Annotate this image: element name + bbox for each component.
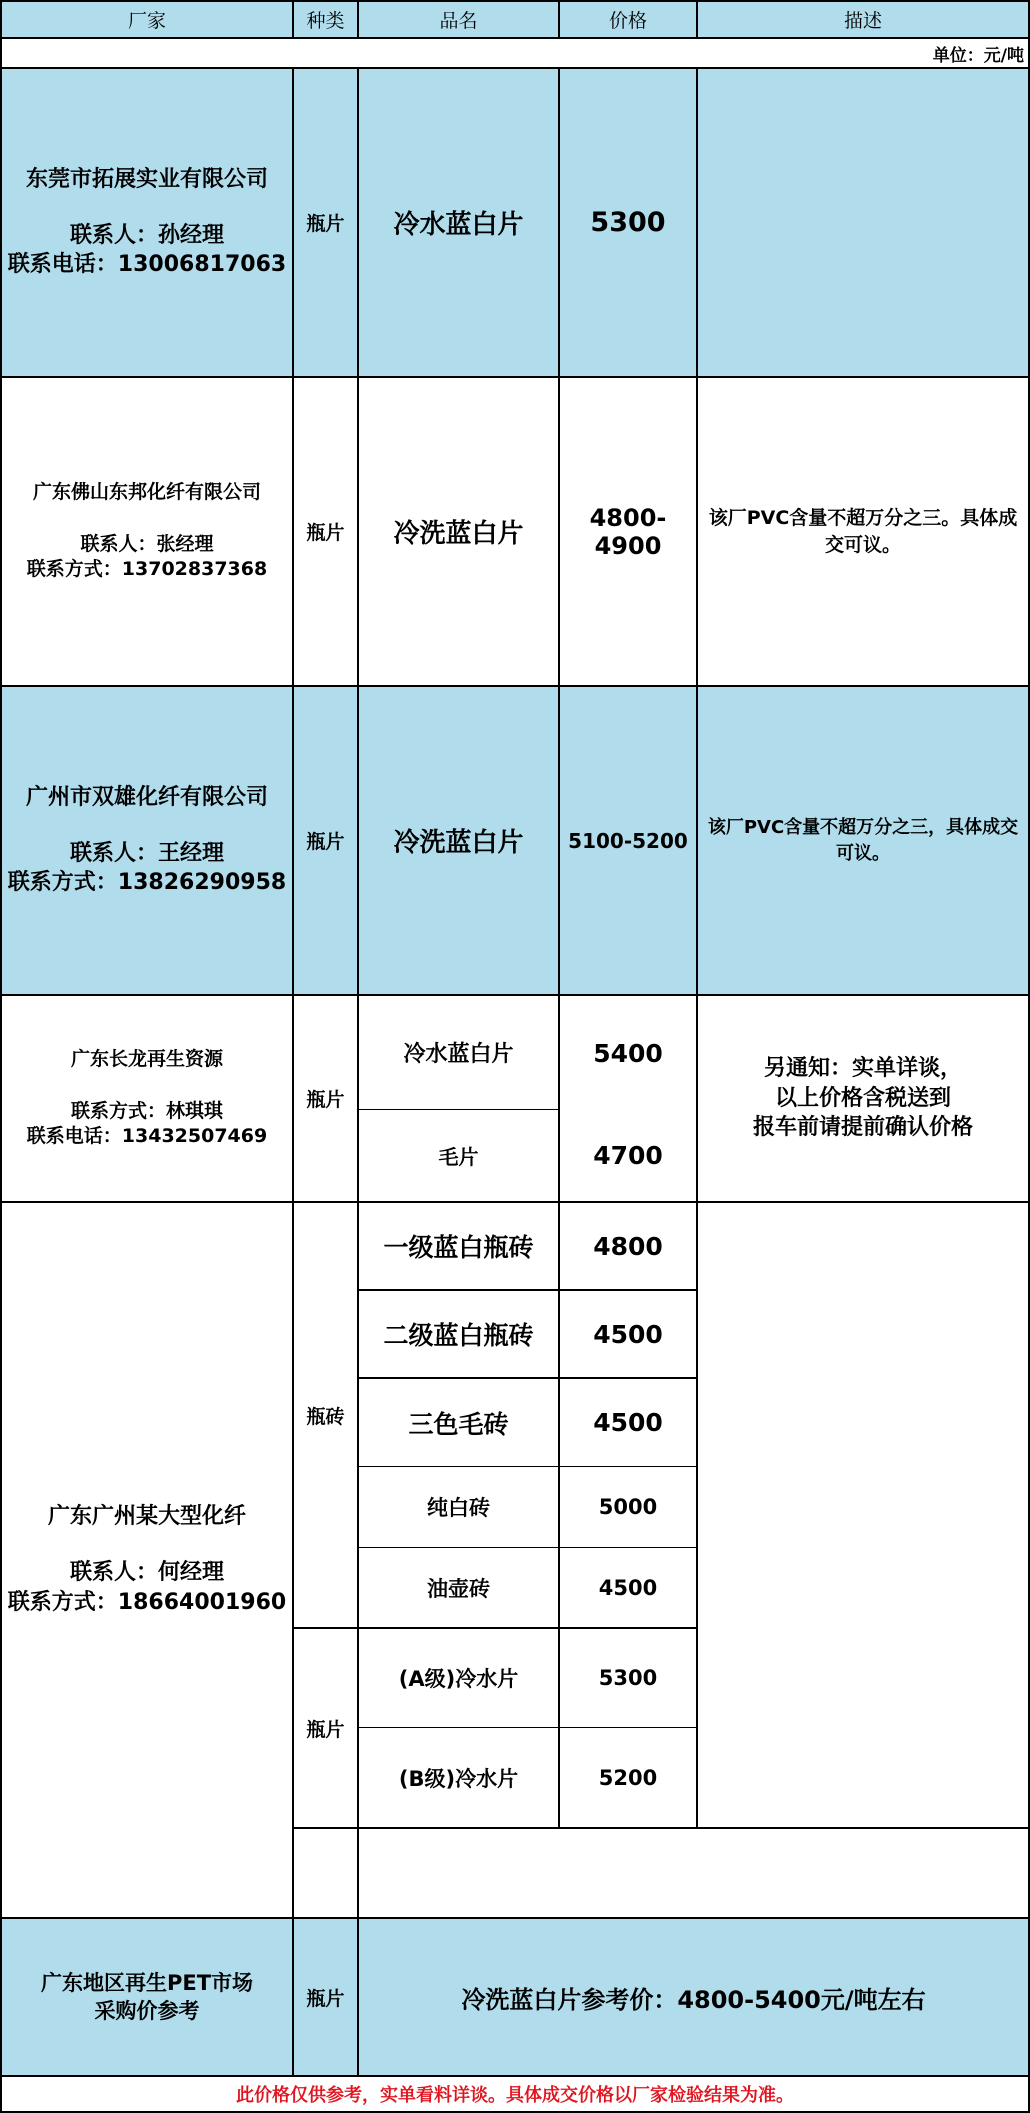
product-cell: 毛片: [357, 1109, 560, 1203]
company-phone: 联系电话：13006817063: [7, 252, 287, 278]
header-type: 种类: [292, 0, 359, 39]
product-cell: (B级)冷水片: [357, 1727, 560, 1829]
unit-label: 单位：元/吨: [0, 37, 1030, 69]
reference-label-line: 广东地区再生PET市场: [40, 1970, 254, 1995]
price-cell: 5000: [558, 1466, 698, 1548]
company-contact: 联系人：孙经理: [69, 222, 224, 248]
company-phone: 联系方式：13826290958: [7, 870, 287, 896]
company-phone: 联系方式：18664001960: [7, 1589, 287, 1615]
type-cell: 瓶片: [292, 67, 359, 378]
product-cell: 一级蓝白瓶砖: [357, 1201, 560, 1291]
type-cell: 瓶片: [292, 685, 359, 996]
company-name: 广东广州某大型化纤: [47, 1504, 246, 1530]
reference-label-cell: [0, 1917, 294, 2077]
description-cell: 该厂PVC含量不超万分之三，具体成交可议。: [696, 685, 1030, 996]
reference-type-cell: 瓶片: [292, 1917, 359, 2077]
price-cell: 4800: [558, 1201, 698, 1291]
product-cell: 冷洗蓝白片: [357, 376, 560, 687]
spacer-type-cell: [292, 1827, 359, 1919]
notice-line: 另通知：实单详谈，: [763, 1055, 962, 1081]
footer-disclaimer: 此价格仅供参考，实单看料详谈。具体成交价格以厂家检验结果为准。: [0, 2075, 1030, 2113]
notice-cell: [696, 994, 1030, 1203]
product-cell: 油壶砖: [357, 1547, 560, 1629]
notice-line: 报车前请提前确认价格: [752, 1115, 973, 1141]
reference-text-cell: 冷洗蓝白片参考价：4800-5400元/吨左右: [357, 1917, 1030, 2077]
product-cell: 三色毛砖: [357, 1377, 560, 1467]
company-contact: 联系人：张经理: [80, 532, 214, 555]
reference-label-line: 采购价参考: [94, 1999, 200, 2023]
company-name: 广东佛山东邦化纤有限公司: [32, 481, 261, 504]
spacer-wide-cell: [357, 1827, 1030, 1919]
company-phone: 联系方式：13702837368: [26, 558, 268, 581]
company-contact: 联系人：何经理: [69, 1560, 224, 1586]
header-factory: 厂家: [0, 0, 294, 39]
description-cell-empty: [696, 1201, 1030, 1829]
price-cell: 4700: [558, 1109, 698, 1203]
price-cell: 4500: [558, 1377, 698, 1467]
company-cell-3: [0, 685, 294, 996]
notice-line: 以上价格含税送到: [774, 1085, 951, 1111]
company-name: 广州市双雄化纤有限公司: [25, 784, 268, 810]
company-name: 东莞市拓展实业有限公司: [25, 166, 268, 192]
price-cell: 5400: [558, 994, 698, 1110]
price-cell: 4800-4900: [558, 376, 698, 687]
company-name: 广东长龙再生资源: [70, 1048, 223, 1071]
product-cell: 冷水蓝白片: [357, 994, 560, 1110]
company-cell-2: [0, 376, 294, 687]
type-cell: 瓶片: [292, 376, 359, 687]
company-contact: 联系人：王经理: [69, 840, 224, 866]
header-price: 价格: [558, 0, 698, 39]
product-cell: 冷水蓝白片: [357, 67, 560, 378]
type-cell: 瓶片: [292, 1627, 359, 1829]
price-cell: 4500: [558, 1289, 698, 1379]
header-description: 描述: [696, 0, 1030, 39]
price-cell: 5300: [558, 67, 698, 378]
price-cell: 4500: [558, 1547, 698, 1629]
description-cell: 该厂PVC含量不超万分之三。具体成交可议。: [696, 376, 1030, 687]
type-cell: 瓶砖: [292, 1201, 359, 1629]
company-phone: 联系电话：13432507469: [26, 1125, 268, 1148]
product-cell: (A级)冷水片: [357, 1627, 560, 1728]
product-cell: 二级蓝白瓶砖: [357, 1289, 560, 1379]
price-cell: 5300: [558, 1627, 698, 1728]
company-cell-5: [0, 1201, 294, 1919]
product-cell: 纯白砖: [357, 1466, 560, 1548]
product-cell: 冷洗蓝白片: [357, 685, 560, 996]
header-product: 品名: [357, 0, 560, 39]
company-contact: 联系方式：林琪琪: [70, 1099, 223, 1122]
company-cell-1: [0, 67, 294, 378]
type-cell: 瓶片: [292, 994, 359, 1203]
description-cell: [696, 67, 1030, 378]
price-cell: 5200: [558, 1727, 698, 1829]
company-cell-4: [0, 994, 294, 1203]
price-cell: 5100-5200: [558, 685, 698, 996]
